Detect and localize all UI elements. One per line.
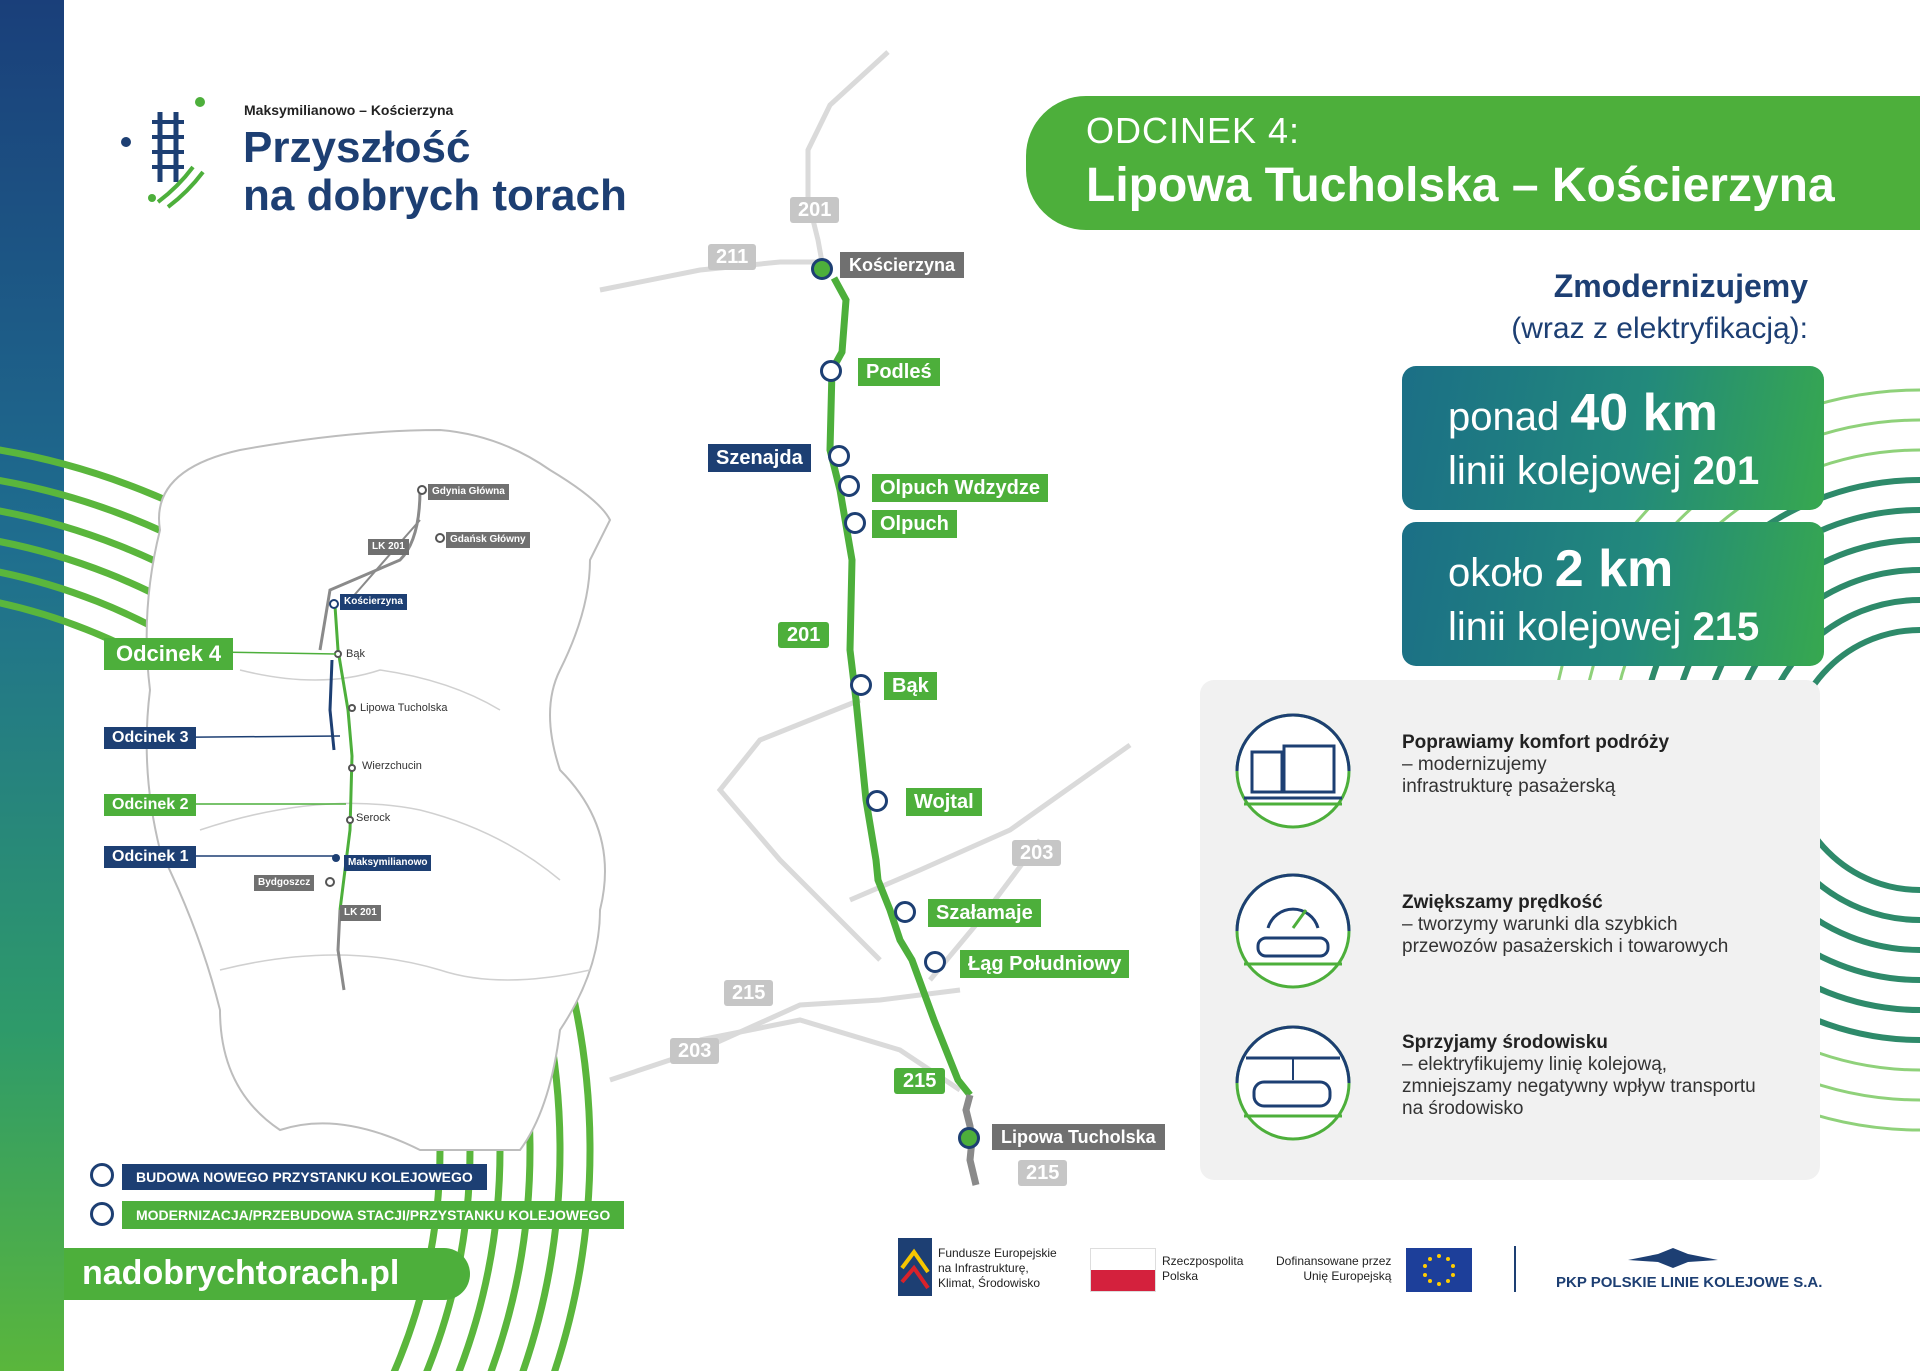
stat-prefix: ponad	[1448, 395, 1560, 439]
fe-text-line: na Infrastrukturę,	[938, 1261, 1029, 1275]
benefit-desc: zmniejszamy negatywny wpływ transportu	[1402, 1076, 1756, 1097]
overview-label-lk201-bottom: LK 201	[340, 905, 381, 921]
station-marker-szenajda	[828, 445, 850, 467]
overview-label-bak: Bąk	[346, 648, 365, 660]
stat-line-text: linii kolejowej	[1448, 449, 1682, 493]
benefit-desc: – elektryfikujemy linię kolejową,	[1402, 1054, 1668, 1075]
station-marker-lag	[924, 951, 946, 973]
road-label-215: 215	[724, 980, 773, 1006]
station-marker-olpuch	[844, 512, 866, 534]
overview-label-maksymilianowo: Maksymilianowo	[344, 855, 431, 871]
station-label-olpuch: Olpuch	[872, 510, 957, 538]
line-label-201: 201	[778, 622, 829, 648]
region-overview-map	[120, 410, 640, 1170]
station-label-olpuch-wdzydze: Olpuch Wdzydze	[872, 474, 1048, 502]
station-marker-podles	[820, 360, 842, 382]
odcinek-1-label: Odcinek 1	[104, 846, 196, 868]
benefit-title: Sprzyjamy środowisku	[1402, 1032, 1608, 1053]
overview-label-bydgoszcz: Bydgoszcz	[254, 875, 314, 891]
line-label-215: 215	[894, 1068, 945, 1094]
overview-label-koscierzyna: Kościerzyna	[340, 594, 407, 610]
polish-flag	[1090, 1248, 1156, 1292]
section-number: ODCINEK 4:	[1086, 110, 1301, 151]
pkp-logo-text: PKP POLSKIE LINIE KOLEJOWE S.A.	[1556, 1274, 1823, 1291]
website-link[interactable]: nadobrychtorach.pl	[82, 1254, 400, 1292]
modernize-heading: Zmodernizujemy	[1553, 268, 1808, 304]
european-funds-logo	[898, 1238, 932, 1296]
station-label-wojtal: Wojtal	[906, 788, 982, 816]
legend-modernization-icon	[90, 1202, 114, 1226]
station-label-szalamaje: Szałamaje	[928, 899, 1041, 927]
overview-label-lipowa: Lipowa Tucholska	[360, 702, 448, 714]
benefit-title: Zwiększamy prędkość	[1402, 892, 1603, 913]
eu-text-line: Dofinansowane przez	[1276, 1254, 1392, 1268]
road-network	[600, 52, 1130, 1090]
stat-prefix: około	[1448, 551, 1544, 595]
overview-label-gdynia: Gdynia Główna	[428, 484, 509, 500]
overview-label-gdansk: Gdańsk Główny	[446, 532, 530, 548]
station-marker-lipowa	[958, 1127, 980, 1149]
station-marker-koscierzyna	[811, 258, 833, 280]
station-label-koscierzyna: Kościerzyna	[840, 252, 964, 278]
section-route: Lipowa Tucholska – Kościerzyna	[1086, 159, 1835, 212]
benefit-desc: przewozów pasażerskich i towarowych	[1402, 936, 1729, 957]
website-pill[interactable]	[64, 1248, 470, 1300]
footer-divider	[1514, 1246, 1516, 1292]
benefit-desc: – modernizujemy	[1402, 754, 1547, 775]
stat-line-text: linii kolejowej	[1448, 605, 1682, 649]
station-marker-bak	[850, 674, 872, 696]
fe-text-line: Fundusze Europejskie	[938, 1246, 1057, 1260]
eu-flag-icon	[1406, 1248, 1472, 1292]
odcinek-4-label: Odcinek 4	[104, 638, 233, 670]
legend-modernization: MODERNIZACJA/PRZEBUDOWA STACJI/PRZYSTANKU KOLEJOWEGO	[122, 1201, 624, 1229]
overview-label-lk201-top: LK 201	[368, 539, 409, 555]
stat-line-number: 201	[1692, 449, 1760, 493]
eu-text-line: Unię Europejską	[1303, 1269, 1392, 1283]
station-marker-szalamaje	[894, 901, 916, 923]
rp-text-line: Polska	[1162, 1269, 1199, 1283]
modernize-subheading: (wraz z elektryfikacją):	[1511, 312, 1808, 345]
road-label-215: 215	[1018, 1160, 1067, 1186]
road-label-211: 211	[708, 244, 756, 270]
legend-new-stop: BUDOWA NOWEGO PRZYSTANKU KOLEJOWEGO	[122, 1164, 487, 1190]
benefit-desc: infrastrukturę pasażerską	[1402, 776, 1616, 797]
road-label-203: 203	[670, 1038, 719, 1064]
station-label-bak: Bąk	[884, 672, 937, 700]
station-marker-olpuch-wdzydze	[838, 475, 860, 497]
pkp-logo-icon	[1628, 1248, 1718, 1272]
brand-title-line2: na dobrych torach	[243, 171, 627, 220]
odcinek-3-label: Odcinek 3	[104, 727, 196, 749]
european-funds-text	[938, 1246, 1057, 1291]
brand-title-line1: Przyszłość	[243, 123, 471, 172]
benefit-title: Poprawiamy komfort podróży	[1402, 732, 1670, 753]
overview-label-wierzchucin: Wierzchucin	[362, 760, 422, 772]
station-label-podles: Podleś	[858, 358, 940, 386]
rp-text-line: Rzeczpospolita	[1162, 1254, 1244, 1268]
eu-funding-text	[1276, 1254, 1391, 1284]
overview-label-serock: Serock	[356, 812, 391, 824]
road-label-201: 201	[790, 197, 839, 223]
fe-text-line: Klimat, Środowisko	[938, 1276, 1041, 1290]
odcinek-2-label: Odcinek 2	[104, 794, 196, 816]
legend-new-stop-icon	[90, 1163, 114, 1187]
benefit-desc: na środowisko	[1402, 1098, 1524, 1119]
station-label-lag: Łąg Południowy	[960, 950, 1129, 978]
benefit-desc: – tworzymy warunki dla szybkich	[1402, 914, 1678, 935]
stat-line-number: 215	[1692, 605, 1760, 649]
stat-amount: 2 km	[1554, 540, 1674, 598]
road-label-203: 203	[1012, 840, 1061, 866]
stat-amount: 40 km	[1570, 384, 1718, 442]
station-label-szenajda: Szenajda	[708, 444, 811, 472]
station-label-lipowa: Lipowa Tucholska	[992, 1124, 1165, 1150]
brand-subtitle: Maksymilianowo – Kościerzyna	[244, 102, 454, 118]
station-marker-wojtal	[866, 790, 888, 812]
polish-flag-text	[1162, 1254, 1243, 1284]
